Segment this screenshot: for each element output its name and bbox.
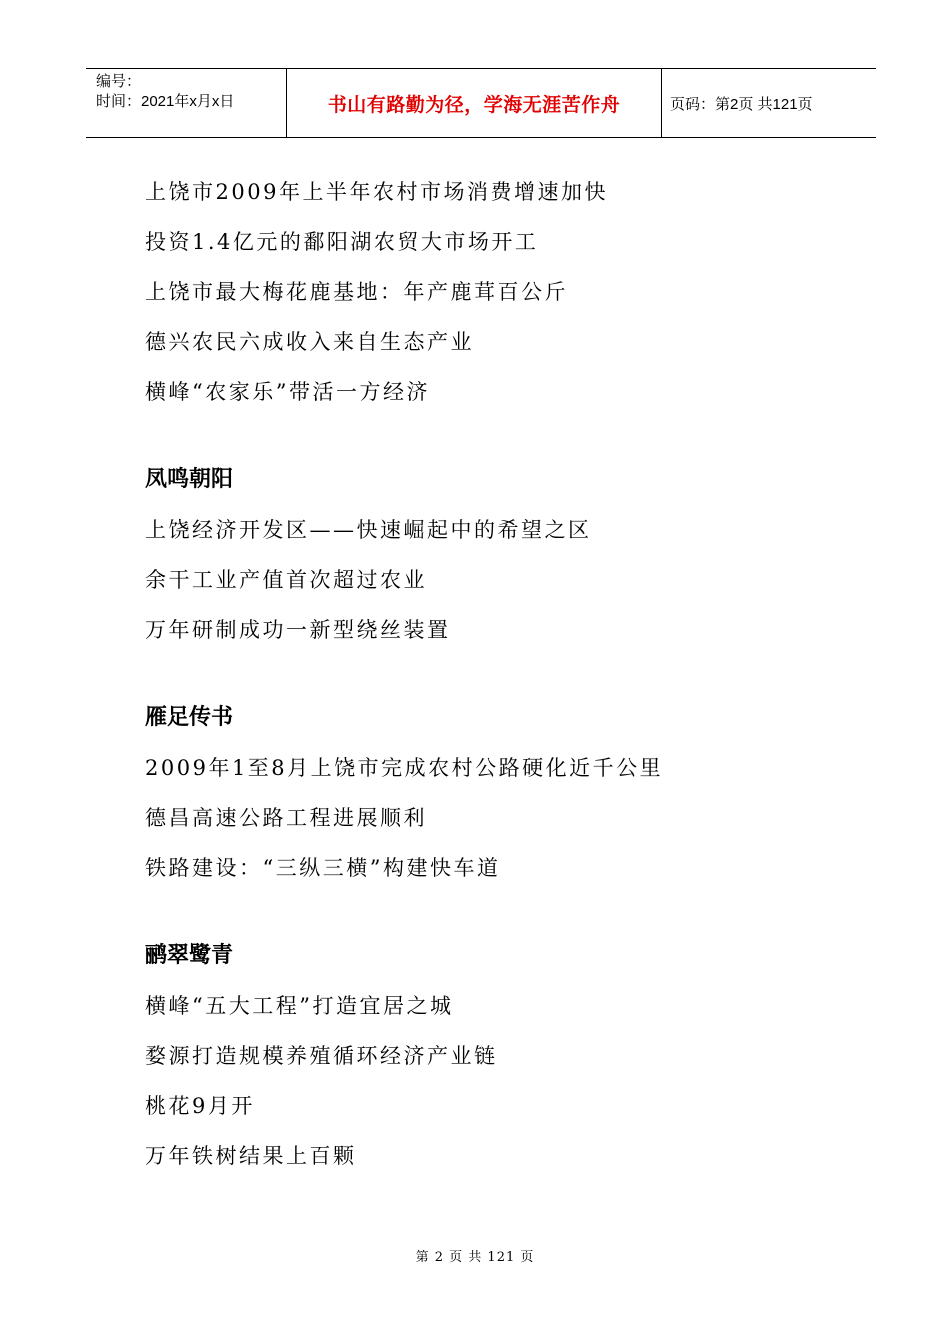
- headline-item: 2009年1至8月上饶市完成农村公路硬化近千公里: [145, 756, 664, 780]
- section-yanzu: [145, 696, 845, 896]
- document-number-label: 编号：: [96, 73, 142, 90]
- headline-item: 上饶市2009年上半年农村市场消费增速加快: [145, 180, 608, 204]
- page-header: [86, 68, 876, 138]
- section-heading: 鹂翠鹭青: [145, 943, 234, 968]
- headline-item: 铁路建设：“三纵三横”构建快车道: [145, 856, 501, 880]
- section-fengming: [145, 458, 845, 658]
- headline-item: 德昌高速公路工程进展顺利: [145, 806, 427, 830]
- headline-item: 横峰“农家乐”带活一方经济: [145, 380, 430, 404]
- page-footer: 第 2 页 共 121 页: [415, 1250, 535, 1265]
- section-licui: [145, 934, 845, 1184]
- header-motto-cell: [286, 69, 662, 137]
- document-time-label: 时间：2021年x月x日: [96, 93, 235, 110]
- section-intro: [145, 170, 845, 420]
- section-heading: 雁足传书: [145, 705, 234, 730]
- headline-item: 余干工业产值首次超过农业: [145, 568, 427, 592]
- headline-item: 横峰“五大工程”打造宜居之城: [145, 994, 454, 1018]
- section-heading: 凤鸣朝阳: [145, 467, 234, 492]
- headline-item: 上饶市最大梅花鹿基地：年产鹿茸百公斤: [145, 280, 568, 304]
- header-page-info: 页码：第2页 共121页: [670, 95, 813, 113]
- headline-item: 桃花9月开: [145, 1094, 255, 1118]
- headline-item: 万年铁树结果上百颗: [145, 1144, 357, 1168]
- header-motto: 书山有路勤为径，学海无涯苦作舟: [327, 93, 621, 116]
- headline-item: 投资1.4亿元的鄱阳湖农贸大市场开工: [145, 230, 539, 254]
- headline-item: 德兴农民六成收入来自生态产业: [145, 330, 474, 354]
- headline-item: 万年研制成功一新型绕丝装置: [145, 618, 451, 642]
- header-meta-cell: [86, 69, 286, 137]
- headline-item: 上饶经济开发区——快速崛起中的希望之区: [145, 518, 592, 542]
- headline-item: 婺源打造规模养殖循环经济产业链: [145, 1044, 498, 1068]
- document-body: [145, 170, 845, 1184]
- header-page-cell: [661, 69, 876, 137]
